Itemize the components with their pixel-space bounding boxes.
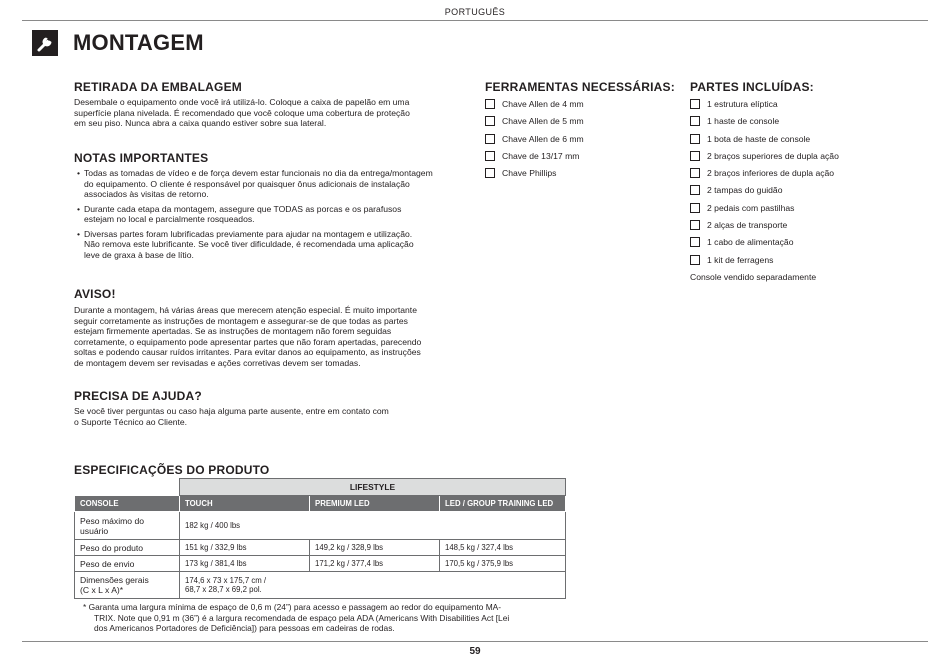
footnote-line: dos Americanos Portadores de Deficiência]) para pessoas em cadeiras de rodas. bbox=[94, 623, 395, 633]
checkbox[interactable] bbox=[485, 168, 495, 178]
column-header: PREMIUM LED bbox=[310, 496, 440, 512]
table-row bbox=[75, 556, 566, 572]
table-header-row bbox=[75, 496, 566, 512]
help-heading: PRECISA DE AJUDA? bbox=[74, 389, 202, 403]
list-item bbox=[690, 185, 839, 202]
warning-line: de montagem devem ser revisadas e ações corretivas devem ser tomadas. bbox=[74, 357, 361, 368]
tools-list bbox=[485, 99, 584, 185]
footnote-line: TRIX. Note que 0,91 m (36”) é a largura recomendada de espaço pela ADA (Americans With Disabilities Act [Lei bbox=[94, 612, 510, 623]
table-row bbox=[75, 572, 566, 599]
table-cell: 173 kg / 381,4 lbs bbox=[180, 556, 310, 572]
list-item bbox=[485, 116, 584, 133]
checkbox[interactable] bbox=[485, 134, 495, 144]
wrench-icon bbox=[32, 30, 58, 56]
list-item bbox=[74, 168, 454, 200]
checkbox[interactable] bbox=[690, 203, 700, 213]
row-label: Peso de envio bbox=[75, 556, 180, 572]
list-item bbox=[485, 168, 584, 185]
language-label: PORTUGUÊS bbox=[444, 7, 506, 17]
list-item bbox=[690, 116, 839, 133]
part-label: 1 kit de ferragens bbox=[707, 254, 774, 265]
packaging-text bbox=[74, 97, 454, 129]
list-item bbox=[690, 255, 839, 272]
checkbox[interactable] bbox=[690, 237, 700, 247]
cell-line: 68,7 x 28,7 x 69,2 pol. bbox=[185, 585, 262, 594]
checkbox[interactable] bbox=[690, 134, 700, 144]
list-item bbox=[485, 99, 584, 116]
checkbox[interactable] bbox=[690, 185, 700, 195]
row-label-line: usuário bbox=[80, 525, 109, 536]
page-title: MONTAGEM bbox=[73, 30, 204, 55]
table-row bbox=[75, 512, 566, 540]
list-item bbox=[690, 220, 839, 237]
parts-heading: PARTES INCLUÍDAS: bbox=[690, 80, 814, 94]
tool-label: Chave Allen de 4 mm bbox=[502, 99, 584, 109]
part-label: 1 estrutura elíptica bbox=[707, 99, 778, 109]
warning-line: Durante a montagem, há várias áreas que merecem atenção especial. É muito importante bbox=[74, 305, 417, 315]
table-cell bbox=[75, 479, 180, 496]
note-line: estejam no local e parcialmente rosqueados. bbox=[84, 214, 255, 224]
table-row bbox=[75, 540, 566, 556]
top-divider bbox=[22, 20, 928, 21]
row-label-line: (C x L x A)* bbox=[80, 585, 124, 595]
table-cell: 182 kg / 400 lbs bbox=[180, 512, 566, 540]
checkbox[interactable] bbox=[690, 116, 700, 126]
table-cell: 151 kg / 332,9 lbs bbox=[180, 540, 310, 556]
list-item bbox=[485, 134, 584, 151]
row-label-line: Peso máximo do bbox=[80, 515, 145, 526]
specs-table bbox=[74, 478, 566, 599]
list-item bbox=[690, 134, 839, 151]
tool-label: Chave Phillips bbox=[502, 168, 557, 179]
warning-line: seguir corretamente as instruções de montagem e assegurar-se de que todas as partes bbox=[74, 315, 408, 326]
specs-footnote bbox=[83, 602, 563, 634]
checkbox[interactable] bbox=[690, 99, 700, 109]
help-line: Se você tiver perguntas ou caso haja alguma parte ausente, entre em contato com bbox=[74, 406, 389, 416]
tool-label: Chave de 13/17 mm bbox=[502, 150, 580, 161]
row-label-line: Dimensões gerais bbox=[80, 575, 149, 585]
packaging-line: Desembale o equipamento onde você irá utilizá-lo. Coloque a caixa de papelão em uma bbox=[74, 97, 410, 107]
checkbox[interactable] bbox=[690, 168, 700, 178]
note-line: • Todas as tomadas de vídeo e de força devem estar funcionais no dia da entrega/montagem bbox=[84, 168, 433, 178]
checkbox[interactable] bbox=[485, 116, 495, 126]
table-cell: 171,2 kg / 377,4 lbs bbox=[310, 556, 440, 572]
cell-line: 174,6 x 73 x 175,7 cm / bbox=[185, 576, 267, 585]
part-label: 1 haste de console bbox=[707, 116, 780, 127]
warning-line: estejam firmemente apertadas. Se as instruções de montagem não forem seguidas bbox=[74, 326, 392, 336]
part-label: 2 braços inferiores de dupla ação bbox=[707, 168, 835, 179]
packaging-line: em seu piso. Nunca abra a caixa quando estiver sobre sua lateral. bbox=[74, 118, 327, 128]
list-item bbox=[690, 203, 839, 220]
specs-heading: ESPECIFICAÇÕES DO PRODUTO bbox=[74, 463, 270, 477]
checkbox[interactable] bbox=[485, 99, 495, 109]
part-label: 2 tampas do guidão bbox=[707, 185, 783, 196]
lifestyle-group-header: LIFESTYLE bbox=[180, 479, 566, 496]
tool-label: Chave Allen de 6 mm bbox=[502, 133, 584, 144]
warning-line: corretamente, o equipamento pode apresentar partes que não foram apertadas, parecendo bbox=[74, 336, 422, 347]
list-item bbox=[690, 168, 839, 185]
list-item bbox=[690, 237, 839, 254]
list-item bbox=[690, 151, 839, 168]
packaging-line: superfície plana nivelada. É recomendado que você coloque uma cobertura de proteção bbox=[74, 107, 410, 118]
row-label bbox=[75, 572, 180, 599]
checkbox[interactable] bbox=[690, 151, 700, 161]
table-cell bbox=[180, 572, 566, 599]
note-line: • Diversas partes foram lubrificadas previamente para ajudar na montagem e utilização. bbox=[84, 228, 413, 239]
list-item bbox=[74, 229, 454, 261]
parts-list bbox=[690, 99, 839, 272]
part-label: 2 braços superiores de dupla ação bbox=[707, 150, 839, 161]
parts-note: Console vendido separadamente bbox=[690, 272, 817, 282]
checkbox[interactable] bbox=[690, 255, 700, 265]
note-line: do equipamento. O cliente é responsável por quaisquer ônus adicionais de instalação bbox=[84, 178, 410, 189]
note-line: associados às visitas de retorno. bbox=[84, 189, 209, 199]
part-label: 1 cabo de alimentação bbox=[707, 237, 794, 248]
part-label: 2 pedais com pastilhas bbox=[707, 202, 795, 213]
table-cell: 149,2 kg / 328,9 lbs bbox=[310, 540, 440, 556]
help-text bbox=[74, 406, 454, 427]
column-header: CONSOLE bbox=[75, 496, 180, 512]
row-label bbox=[75, 512, 180, 540]
row-label: Peso do produto bbox=[75, 540, 180, 556]
part-label: 1 bota de haste de console bbox=[707, 133, 811, 144]
warning-heading: AVISO! bbox=[74, 287, 116, 301]
bottom-divider bbox=[22, 641, 928, 642]
checkbox[interactable] bbox=[485, 151, 495, 161]
checkbox[interactable] bbox=[690, 220, 700, 230]
note-line: leve de graxa à base de lítio. bbox=[84, 249, 194, 260]
page-number: 59 bbox=[469, 646, 481, 657]
notes-heading: NOTAS IMPORTANTES bbox=[74, 151, 209, 165]
table-row bbox=[75, 479, 566, 496]
table-cell: 170,5 kg / 375,9 lbs bbox=[440, 556, 566, 572]
column-header: TOUCH bbox=[180, 496, 310, 512]
column-header: LED / GROUP TRAINING LED bbox=[440, 496, 566, 512]
part-label: 2 alças de transporte bbox=[707, 220, 788, 231]
list-item bbox=[74, 204, 454, 225]
tools-heading: FERRAMENTAS NECESSÁRIAS: bbox=[485, 80, 675, 94]
list-item bbox=[485, 151, 584, 168]
tool-label: Chave Allen de 5 mm bbox=[502, 116, 584, 127]
warning-line: soltas e podendo causar ruídos irritantes. Para evitar danos ao equipamento, as instruções bbox=[74, 347, 421, 357]
warning-text bbox=[74, 305, 454, 368]
footnote-line: * Garanta uma largura mínima de espaço de 0,6 m (24”) para acesso e passagem ao redor do equipamento MA- bbox=[83, 602, 502, 612]
help-line: o Suporte Técnico ao Cliente. bbox=[74, 416, 188, 427]
notes-list bbox=[74, 168, 454, 264]
table-cell: 148,5 kg / 327,4 lbs bbox=[440, 540, 566, 556]
list-item bbox=[690, 99, 839, 116]
note-line: • Durante cada etapa da montagem, assegure que TODAS as porcas e os parafusos bbox=[84, 203, 402, 214]
packaging-heading: RETIRADA DA EMBALAGEM bbox=[74, 80, 242, 94]
note-line: Não remova este lubrificante. Se você tiver dificuldade, é recomendada uma aplicação bbox=[84, 239, 414, 249]
